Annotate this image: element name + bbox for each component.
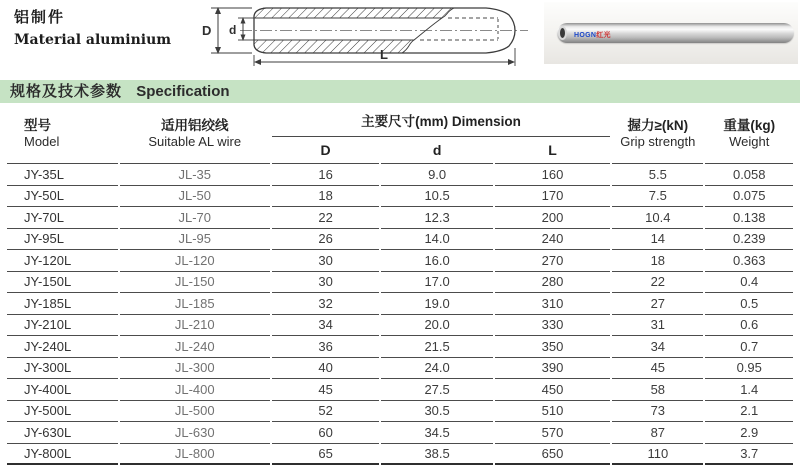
material-title-en: Material aluminium bbox=[14, 32, 172, 48]
table-row bbox=[7, 444, 793, 466]
dim-label-length: L bbox=[380, 47, 388, 62]
cell-wire: JL-150 bbox=[120, 272, 270, 294]
cell-d: 34.5 bbox=[381, 422, 492, 444]
cell-weight: 0.058 bbox=[705, 164, 793, 186]
cell-d: 16.0 bbox=[381, 250, 492, 272]
cell-weight: 0.6 bbox=[705, 315, 793, 337]
dim-label-outer-diameter: D bbox=[202, 23, 212, 38]
cell-wire: JL-70 bbox=[120, 207, 270, 229]
table-row bbox=[7, 315, 793, 337]
cell-model: JY-800L bbox=[7, 444, 118, 466]
cell-d: 12.3 bbox=[381, 207, 492, 229]
cell-d: 14.0 bbox=[381, 229, 492, 251]
cell-d: 30.5 bbox=[381, 401, 492, 423]
section-title-cn: 规格及技术参数 bbox=[10, 83, 123, 100]
cell-d: 17.0 bbox=[381, 272, 492, 294]
header-model-en: Model bbox=[24, 133, 60, 149]
cell-wire: JL-400 bbox=[120, 379, 270, 401]
cell-D: 52 bbox=[272, 401, 380, 423]
aluminium-sleeve-image bbox=[557, 23, 794, 43]
header-grip-cn: 握力≥(kN) bbox=[627, 117, 689, 133]
header-wire-cn: 适用铝绞线 bbox=[160, 117, 229, 133]
header-suitable-wire bbox=[120, 104, 270, 164]
cell-model: JY-210L bbox=[7, 315, 118, 337]
header-dimension-label: 主要尺寸(mm) Dimension bbox=[361, 113, 521, 129]
cell-model: JY-150L bbox=[7, 272, 118, 294]
cell-weight: 0.5 bbox=[705, 293, 793, 315]
cell-model: JY-120L bbox=[7, 250, 118, 272]
cell-L: 650 bbox=[495, 444, 610, 466]
table-row bbox=[7, 401, 793, 423]
cell-L: 160 bbox=[495, 164, 610, 186]
cell-D: 40 bbox=[272, 358, 380, 380]
table-row bbox=[7, 358, 793, 380]
cell-wire: JL-630 bbox=[120, 422, 270, 444]
technical-drawing-icon bbox=[196, 0, 536, 70]
header-wire-en: Suitable AL wire bbox=[148, 133, 242, 149]
cell-L: 510 bbox=[495, 401, 610, 423]
cell-d: 38.5 bbox=[381, 444, 492, 466]
cell-weight: 0.075 bbox=[705, 186, 793, 208]
header-dimension-group bbox=[272, 104, 610, 137]
cell-model: JY-70L bbox=[7, 207, 118, 229]
table-row bbox=[7, 272, 793, 294]
cell-d: 21.5 bbox=[381, 336, 492, 358]
header-weight-cn: 重量(kg) bbox=[723, 117, 776, 133]
product-photo bbox=[544, 2, 798, 64]
cell-grip: 31 bbox=[612, 315, 703, 337]
cell-L: 350 bbox=[495, 336, 610, 358]
cell-model: JY-95L bbox=[7, 229, 118, 251]
spec-table bbox=[5, 104, 795, 465]
table-row bbox=[7, 250, 793, 272]
cell-weight: 2.1 bbox=[705, 401, 793, 423]
cell-model: JY-630L bbox=[7, 422, 118, 444]
cell-model: JY-50L bbox=[7, 186, 118, 208]
cell-model: JY-185L bbox=[7, 293, 118, 315]
cell-d: 19.0 bbox=[381, 293, 492, 315]
cell-D: 34 bbox=[272, 315, 380, 337]
cell-L: 270 bbox=[495, 250, 610, 272]
cell-model: JY-240L bbox=[7, 336, 118, 358]
table-row bbox=[7, 422, 793, 444]
table-row bbox=[7, 336, 793, 358]
cell-wire: JL-95 bbox=[120, 229, 270, 251]
cell-L: 170 bbox=[495, 186, 610, 208]
header-col-D: D bbox=[272, 137, 380, 164]
cell-weight: 0.239 bbox=[705, 229, 793, 251]
cell-L: 240 bbox=[495, 229, 610, 251]
header-col-d: d bbox=[381, 137, 492, 164]
cell-wire: JL-185 bbox=[120, 293, 270, 315]
cell-grip: 58 bbox=[612, 379, 703, 401]
cell-D: 30 bbox=[272, 250, 380, 272]
cell-grip: 7.5 bbox=[612, 186, 703, 208]
cell-weight: 0.138 bbox=[705, 207, 793, 229]
cell-L: 570 bbox=[495, 422, 610, 444]
header-weight-en: Weight bbox=[729, 133, 770, 149]
cell-D: 45 bbox=[272, 379, 380, 401]
cell-D: 60 bbox=[272, 422, 380, 444]
table-row bbox=[7, 186, 793, 208]
cell-model: JY-300L bbox=[7, 358, 118, 380]
cell-weight: 1.4 bbox=[705, 379, 793, 401]
cell-D: 65 bbox=[272, 444, 380, 466]
cell-L: 390 bbox=[495, 358, 610, 380]
cell-model: JY-500L bbox=[7, 401, 118, 423]
cell-wire: JL-50 bbox=[120, 186, 270, 208]
cell-D: 32 bbox=[272, 293, 380, 315]
cell-grip: 45 bbox=[612, 358, 703, 380]
cell-D: 16 bbox=[272, 164, 380, 186]
cell-L: 310 bbox=[495, 293, 610, 315]
table-row bbox=[7, 207, 793, 229]
material-title-cn: 铝制件 bbox=[14, 9, 66, 26]
brand-text bbox=[574, 30, 611, 40]
cell-grip: 87 bbox=[612, 422, 703, 444]
break-line bbox=[414, 18, 442, 40]
section-header-bar bbox=[0, 80, 800, 103]
cell-L: 330 bbox=[495, 315, 610, 337]
cell-grip: 5.5 bbox=[612, 164, 703, 186]
cell-d: 20.0 bbox=[381, 315, 492, 337]
table-row bbox=[7, 379, 793, 401]
cell-wire: JL-500 bbox=[120, 401, 270, 423]
cell-grip: 27 bbox=[612, 293, 703, 315]
table-row bbox=[7, 229, 793, 251]
cell-grip: 14 bbox=[612, 229, 703, 251]
header-grip-strength bbox=[612, 104, 703, 164]
brand-en: HOGN bbox=[574, 32, 597, 39]
cell-weight: 0.4 bbox=[705, 272, 793, 294]
cell-L: 280 bbox=[495, 272, 610, 294]
cell-wire: JL-35 bbox=[120, 164, 270, 186]
cell-wire: JL-240 bbox=[120, 336, 270, 358]
cell-weight: 0.7 bbox=[705, 336, 793, 358]
cell-grip: 34 bbox=[612, 336, 703, 358]
cell-d: 24.0 bbox=[381, 358, 492, 380]
cell-L: 450 bbox=[495, 379, 610, 401]
section-title-en: Specification bbox=[136, 83, 230, 100]
spec-table-body bbox=[7, 164, 793, 465]
cell-L: 200 bbox=[495, 207, 610, 229]
cell-D: 30 bbox=[272, 272, 380, 294]
cell-D: 36 bbox=[272, 336, 380, 358]
header-col-L: L bbox=[495, 137, 610, 164]
cell-D: 18 bbox=[272, 186, 380, 208]
cell-weight: 0.363 bbox=[705, 250, 793, 272]
cell-weight: 3.7 bbox=[705, 444, 793, 466]
brand-cn: 红光 bbox=[596, 32, 611, 39]
cell-d: 10.5 bbox=[381, 186, 492, 208]
table-row bbox=[7, 164, 793, 186]
cell-D: 22 bbox=[272, 207, 380, 229]
header-model bbox=[7, 104, 118, 164]
cell-wire: JL-210 bbox=[120, 315, 270, 337]
cell-wire: JL-120 bbox=[120, 250, 270, 272]
cell-grip: 18 bbox=[612, 250, 703, 272]
cell-wire: JL-300 bbox=[120, 358, 270, 380]
cell-D: 26 bbox=[272, 229, 380, 251]
cell-weight: 0.95 bbox=[705, 358, 793, 380]
section-hatch-bottom bbox=[254, 40, 414, 53]
sleeve-bore-hole bbox=[558, 26, 567, 40]
cell-grip: 110 bbox=[612, 444, 703, 466]
header-weight bbox=[705, 104, 793, 164]
header-grip-en: Grip strength bbox=[620, 133, 696, 149]
dim-label-inner-diameter: d bbox=[229, 23, 237, 37]
cell-grip: 73 bbox=[612, 401, 703, 423]
table-row bbox=[7, 293, 793, 315]
cell-wire: JL-800 bbox=[120, 444, 270, 466]
cell-d: 9.0 bbox=[381, 164, 492, 186]
cell-model: JY-35L bbox=[7, 164, 118, 186]
cell-grip: 10.4 bbox=[612, 207, 703, 229]
cell-weight: 2.9 bbox=[705, 422, 793, 444]
material-block bbox=[14, 6, 171, 48]
cell-model: JY-400L bbox=[7, 379, 118, 401]
section-hatch-top bbox=[254, 8, 454, 18]
cell-grip: 22 bbox=[612, 272, 703, 294]
cell-d: 27.5 bbox=[381, 379, 492, 401]
header-model-cn: 型号 bbox=[24, 117, 51, 133]
